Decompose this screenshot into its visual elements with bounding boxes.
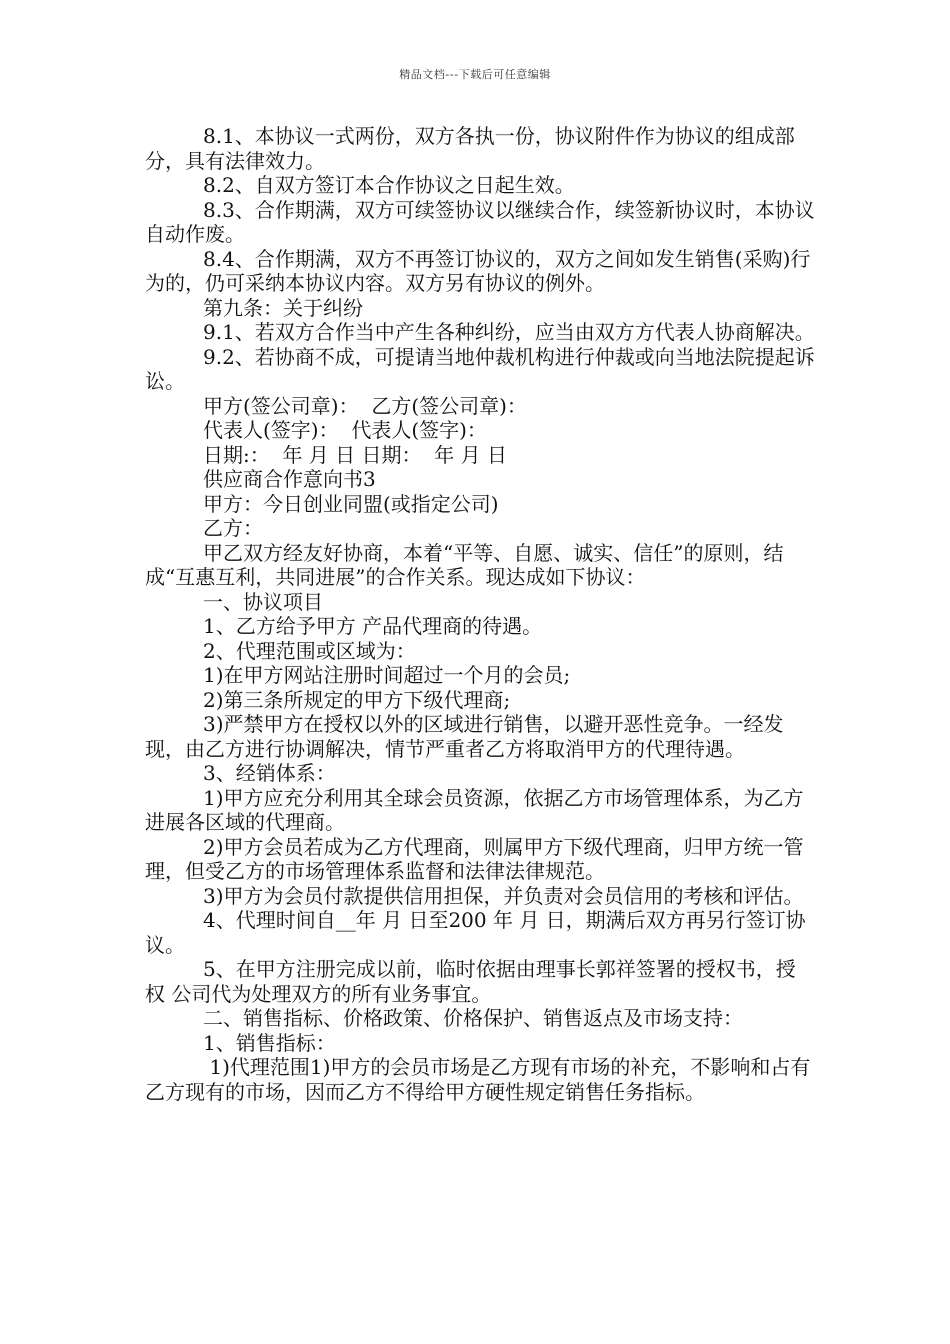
clause-9-1: 9.1、若双方合作当中产生各种纠纷，应当由双方方代表人协商解决。 <box>203 320 815 344</box>
item-3: 3、经销体系： <box>203 761 336 785</box>
item-3-sub-1: 1)甲方应充分利用其全球会员资源，依据乙方市场管理体系，为乙方进展各区域的代理商。 <box>145 785 804 834</box>
page-header: 精品文档---下载后可任意编辑 <box>399 68 551 81</box>
signature-seal-line: 甲方(签公司章)： 乙方(签公司章)： <box>203 393 527 418</box>
section-2-heading: 二、销售指标、价格政策、价格保护、销售返点及市场支持： <box>203 1006 743 1030</box>
clause-8-2: 8.2、自双方签订本合作协议之日起生效。 <box>203 173 575 197</box>
clause-9-2: 9.2、若协商不成，可提请当地仲裁机构进行仲裁或向当地法院提起诉讼。 <box>145 344 815 393</box>
item-2: 2、代理范围或区域为： <box>203 638 416 663</box>
sales-target-heading: 1、销售指标： <box>203 1030 336 1055</box>
item-2-sub-3: 3)严禁甲方在授权以外的区域进行销售，以避开恶性竞争。一经发现，由乙方进行协调解决，情节严重者乙方将取消甲方的代理待遇。 <box>145 712 784 761</box>
article-9-heading: 第九条：关于纠纷 <box>203 295 363 320</box>
section-1-heading: 一、协议项目 <box>203 589 323 614</box>
sales-target-sub-1: 1)代理范围1)甲方的会员市场是乙方现有市场的补充，不影响和占有乙方现有的市场，因而乙方不得给甲方硬性规定销售任务指标。 <box>145 1055 811 1104</box>
item-4: 4、代理时间自__年 月 日至200 年 月 日，期满后双方再另行签订协议。 <box>145 908 806 957</box>
item-1: 1、乙方给予甲方 产品代理商的待遇。 <box>203 614 543 638</box>
item-3-sub-3: 3)甲方为会员付款提供信用担保，并负责对会员信用的考核和评估。 <box>203 883 804 908</box>
item-2-sub-2: 2)第三条所规定的甲方下级代理商; <box>203 687 511 712</box>
item-3-sub-2: 2)甲方会员若成为乙方代理商，则属甲方下级代理商，归甲方统一管理，但受乙方的市场管理体系监督和法律法律规范。 <box>145 834 804 883</box>
document-title: 供应商合作意向书3 <box>203 467 376 491</box>
clause-8-4: 8.4、合作期满，双方不再签订协议的，双方之间如发生销售(采购)行为的，仍可采纳本协议内容。双方另有协议的例外。 <box>145 246 811 295</box>
item-2-sub-1: 1)在甲方网站注册时间超过一个月的会员; <box>203 663 571 687</box>
item-5: 5、在甲方注册完成以前，临时依据由理事长郭祥签署的授权书，授权 公司代为处理双方的所有业务事宜。 <box>145 957 796 1006</box>
clause-8-1: 8.1、本协议一式两份，双方各执一份，协议附件作为协议的组成部分，具有法律效力。 <box>145 124 795 173</box>
document-body <box>145 124 815 1104</box>
party-a: 甲方：今日创业同盟(或指定公司) <box>203 491 499 516</box>
signature-date-line: 日期:： 年 月 日 日期： 年 月 日 <box>203 442 507 467</box>
preamble: 甲乙双方经友好协商，本着“平等、自愿、诚实、信任”的原则，结成“互惠互利，共同进展”的合作关系。现达成如下协议： <box>145 540 784 589</box>
party-b: 乙方： <box>203 516 263 540</box>
clause-8-3: 8.3、合作期满，双方可续签协议以继续合作，续签新协议时，本协议自动作废。 <box>145 197 815 246</box>
signature-representative-line: 代表人(签字)： 代表人(签字)： <box>203 418 487 442</box>
